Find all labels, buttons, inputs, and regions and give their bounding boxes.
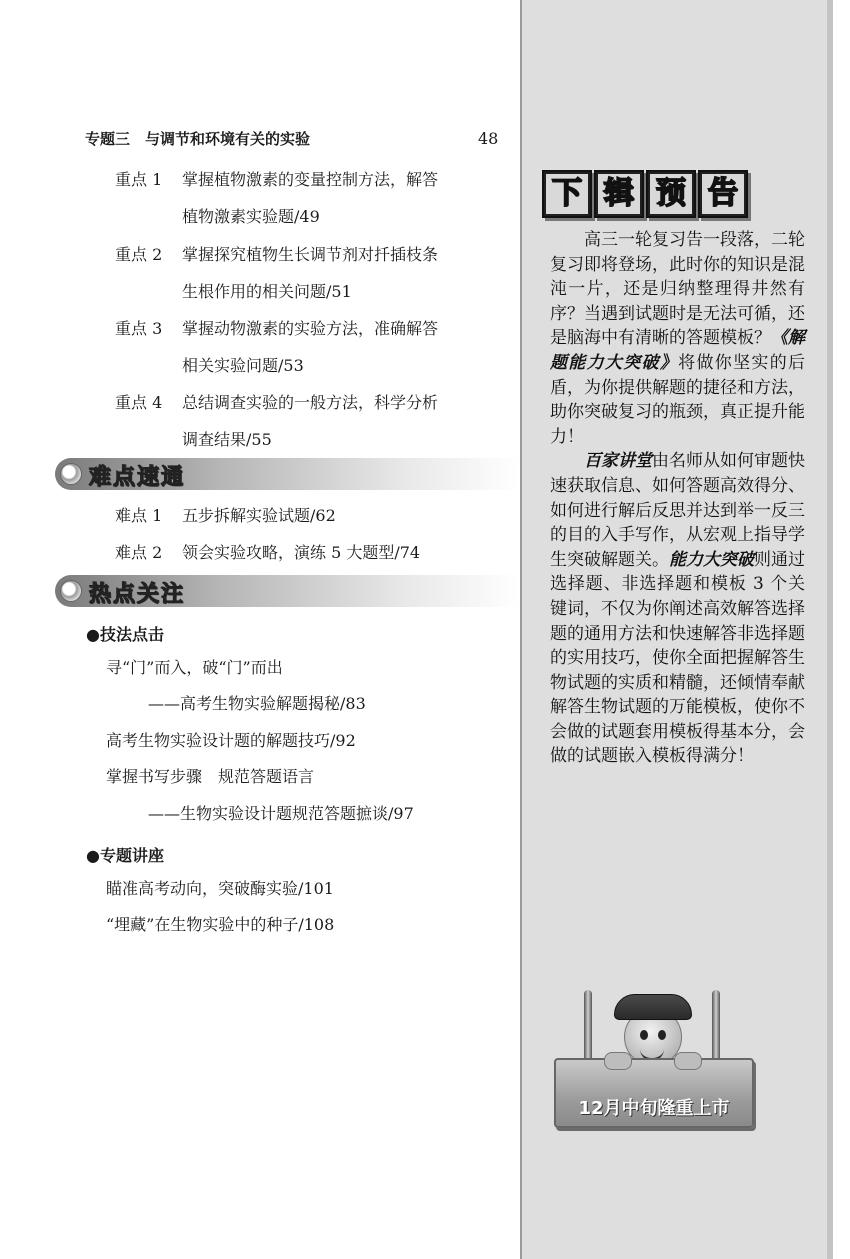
difficult-2-text: 领会实验攻略，演练 5 大题型/74: [182, 543, 421, 562]
next-issue-description: [550, 228, 805, 769]
hot-section-banner: [55, 575, 520, 607]
key-point-4-label: 重点 4: [115, 393, 163, 412]
mascot-eye-icon: [640, 1030, 648, 1040]
title-char-2: 辑: [604, 176, 634, 211]
column-name-2: 能力大突破: [669, 549, 754, 570]
difficult-section-banner: [55, 458, 520, 490]
mascot-hand-icon: [674, 1052, 702, 1070]
technique-line-3: 高考生物实验设计题的解题技巧/92: [106, 731, 356, 750]
technique-line-5: ——生物实验设计题规范答题摭谈/97: [148, 804, 414, 823]
key-point-2-label: 重点 2: [115, 245, 163, 264]
next-issue-sidebar: [520, 0, 833, 1259]
key-point-1-line1: 掌握植物激素的变量控制方法，解答: [182, 170, 439, 189]
lecture-line-1: 瞄准高考动向，突破酶实验/101: [106, 879, 334, 898]
paragraph-2: 百家讲堂由名师从如何审题快速获取信息、如何答题高效得分、如何进行解后反思并达到举一反三的目的入手写作，从宏观上指导学生突破解题关。能力大突破则通过选择题、非选择题和模板 3 个关键词，不仅为你阐述高效解答选择题的通用方法和快速解答非选择题的实用技巧，使你全面把握解答生物试题的实质和精髓，还倾情奉献解答生物试题的万能模板，使你不会做的试题套用模板得基本分，会做的试题嵌入模板得满分！: [550, 451, 805, 767]
group-technique-heading: ●技法点击: [86, 625, 164, 644]
technique-line-4: 掌握书写步骤 规范答题语言: [106, 767, 315, 786]
topic3-title: 专题三 与调节和环境有关的实验: [85, 130, 311, 148]
hot-section-title: 热点关注: [89, 582, 186, 607]
release-badge: [552, 990, 752, 1140]
key-point-1-line2: 植物激素实验题/49: [182, 207, 320, 226]
difficult-1-text: 五步拆解实验试题/62: [182, 506, 336, 525]
difficult-1-label: 难点 1: [115, 506, 163, 525]
next-issue-title: [542, 170, 812, 220]
title-char-3: 预: [656, 176, 686, 211]
key-point-4-line2: 调查结果/55: [182, 430, 272, 449]
book-title: 《解题能力大突破》: [550, 328, 805, 373]
mascot-hat-icon: [614, 994, 692, 1020]
bullet-circle-icon: [60, 580, 82, 602]
key-point-3-line2: 相关实验问题/53: [182, 356, 304, 375]
key-point-3-label: 重点 3: [115, 319, 163, 338]
difficult-2-label: 难点 2: [115, 543, 163, 562]
mascot-hand-icon: [604, 1052, 632, 1070]
title-char-4: 告: [708, 176, 738, 211]
technique-line-1: 寻“门”而入，破“门”而出: [106, 658, 283, 677]
key-point-3-line1: 掌握动物激素的实验方法，准确解答: [182, 319, 439, 338]
group-lecture-heading: ●专题讲座: [86, 846, 164, 865]
release-sign: [554, 1058, 754, 1128]
mascot-eye-icon: [658, 1030, 666, 1040]
key-point-2-line1: 掌握探究植物生长调节剂对扦插枝条: [182, 245, 439, 264]
topic3-page: 48: [478, 129, 499, 148]
technique-line-2: ——高考生物实验解题揭秘/83: [148, 694, 366, 713]
key-point-4-line1: 总结调查实验的一般方法，科学分析: [182, 393, 439, 412]
paragraph-1: 高三一轮复习告一段落，二轮复习即将登场，此时你的知识是混沌一片，还是归纳整理得井然有序？当遇到试题时是无法可循，还是脑海中有清晰的答题模板？《解题能力大突破》将做你坚实的后盾，为你提供解题的捷径和方法，助你突破复习的瓶颈，真正提升能力！: [550, 230, 806, 447]
key-point-2-line2: 生根作用的相关问题/51: [182, 282, 352, 301]
lecture-line-2: “埋藏”在生物实验中的种子/108: [106, 915, 335, 934]
title-char-1: 下: [552, 176, 582, 211]
column-name-1: 百家讲堂: [584, 451, 652, 472]
difficult-section-title: 难点速通: [89, 465, 186, 490]
bullet-circle-icon: [60, 463, 82, 485]
release-date-text: 12月中旬隆重上市: [578, 1098, 730, 1119]
key-point-1-label: 重点 1: [115, 170, 163, 189]
